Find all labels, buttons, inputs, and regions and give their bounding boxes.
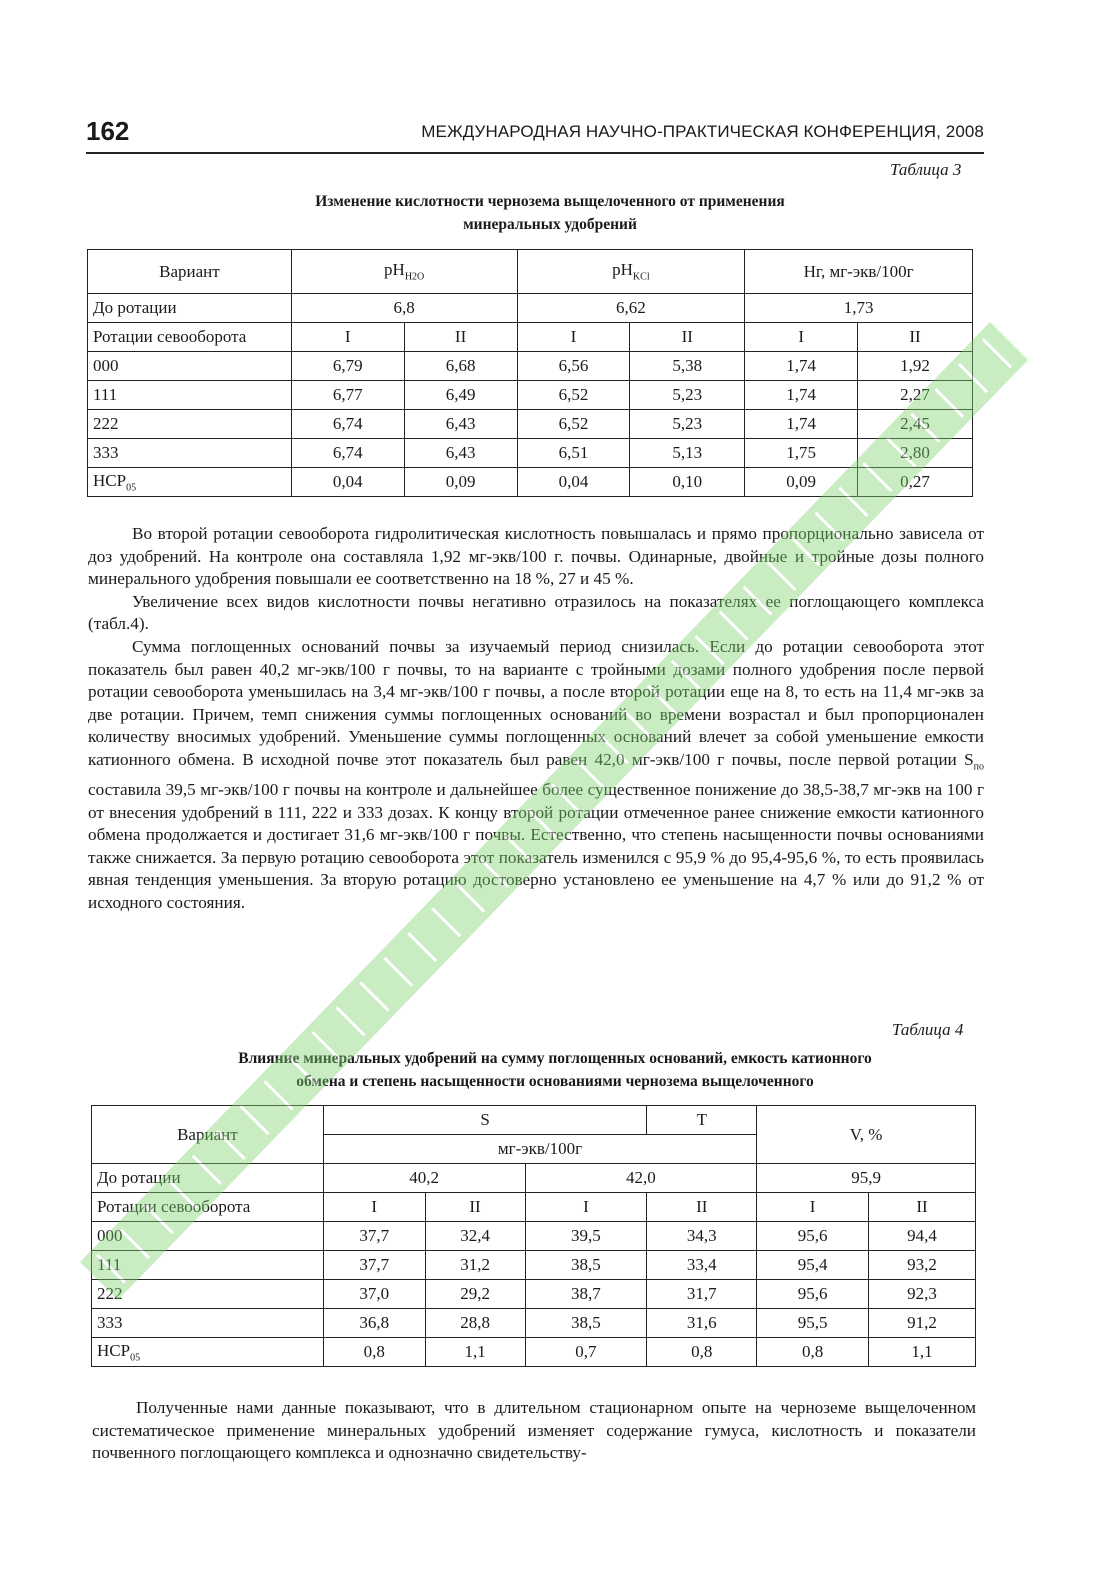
t3-cell: 1,74 — [745, 410, 858, 439]
t4-before-t: 42,0 — [525, 1164, 757, 1193]
t4-cell: 94,4 — [869, 1222, 976, 1251]
page-number: 162 — [86, 116, 130, 146]
t4-rot-i: I — [757, 1193, 869, 1222]
t4-variant: 000 — [92, 1222, 324, 1251]
t4-before-v: 95,9 — [757, 1164, 976, 1193]
table-row — [88, 381, 973, 410]
watermark-stripe — [384, 958, 412, 986]
table3-caption-line2: минеральных удобрений — [463, 216, 637, 233]
table-row — [92, 1164, 976, 1193]
t3-cell: 0,10 — [630, 468, 745, 497]
table-row — [92, 1309, 976, 1338]
t3-before-ph-h2o: 6,8 — [291, 294, 517, 323]
table-row — [88, 410, 973, 439]
t4-cell: 0,8 — [647, 1338, 757, 1367]
t4-cell: 29,2 — [425, 1280, 525, 1309]
t4-cell: 91,2 — [869, 1309, 976, 1338]
t3-rot-ii: II — [404, 323, 517, 352]
t3-header-variant: Вариант — [88, 250, 292, 294]
t4-cell: 28,8 — [425, 1309, 525, 1338]
table4-label: Таблица 4 — [892, 1020, 964, 1039]
t3-rotation-label: Ротации севооборота — [88, 323, 292, 352]
t3-header-hg: Нг, мг-экв/100г — [745, 250, 973, 294]
t4-before-s: 40,2 — [323, 1164, 525, 1193]
t3-cell: 2,27 — [858, 381, 973, 410]
t3-cell: 1,74 — [745, 352, 858, 381]
table-row — [92, 1338, 976, 1367]
t3-rot-i: I — [745, 323, 858, 352]
t4-rot-ii: II — [647, 1193, 757, 1222]
t4-cell: 38,5 — [525, 1309, 647, 1338]
t4-cell: 95,6 — [757, 1222, 869, 1251]
t3-cell: 0,04 — [291, 468, 404, 497]
t3-before-hg: 1,73 — [745, 294, 973, 323]
watermark-stripe — [408, 933, 436, 961]
t3-cell: 1,92 — [858, 352, 973, 381]
table3-label: Таблица 3 — [890, 160, 962, 179]
watermark-stripe — [983, 339, 1011, 367]
t3-cell: 0,09 — [404, 468, 517, 497]
t3-cell: 6,68 — [404, 352, 517, 381]
t3-cell: 6,79 — [291, 352, 404, 381]
t3-variant: 000 — [88, 352, 292, 381]
t4-header-t: T — [647, 1106, 757, 1135]
t3-before-ph-kcl: 6,62 — [517, 294, 745, 323]
table3-caption-line1: Изменение кислотности чернозема выщелоченного от применения — [315, 193, 785, 210]
t4-cell: 0,8 — [757, 1338, 869, 1367]
t4-cell: 34,3 — [647, 1222, 757, 1251]
table4-caption-line1: Влияние минеральных удобрений на сумму поглощенных оснований, емкость катионного — [238, 1050, 872, 1067]
t3-variant: 333 — [88, 439, 292, 468]
t4-header-s: S — [323, 1106, 647, 1135]
t4-cell: 32,4 — [425, 1222, 525, 1251]
t4-rot-i: I — [323, 1193, 425, 1222]
table4 — [91, 1105, 976, 1367]
t4-cell: 31,6 — [647, 1309, 757, 1338]
t3-cell: 6,74 — [291, 410, 404, 439]
t3-rot-i: I — [517, 323, 630, 352]
t3-cell: 0,04 — [517, 468, 630, 497]
table-row — [92, 1280, 976, 1309]
t3-variant: 111 — [88, 381, 292, 410]
t3-cell: 1,75 — [745, 439, 858, 468]
t4-cell: 33,4 — [647, 1251, 757, 1280]
body-text-1 — [88, 523, 984, 915]
table-row — [88, 294, 973, 323]
t3-cell: 6,52 — [517, 410, 630, 439]
t3-cell: 6,74 — [291, 439, 404, 468]
table-row — [92, 1193, 976, 1222]
t4-cell: 1,1 — [869, 1338, 976, 1367]
t3-rot-ii: II — [858, 323, 973, 352]
t4-cell: 37,0 — [323, 1280, 425, 1309]
t4-cell: 93,2 — [869, 1251, 976, 1280]
t4-header-units: мг-экв/100г — [323, 1135, 756, 1164]
t4-variant: 111 — [92, 1251, 324, 1280]
t4-rot-ii: II — [425, 1193, 525, 1222]
t4-rot-i: I — [525, 1193, 647, 1222]
t4-header-v: V, % — [757, 1106, 976, 1164]
t3-cell: 1,74 — [745, 381, 858, 410]
table-row — [88, 352, 973, 381]
t3-cell: 2,45 — [858, 410, 973, 439]
t4-cell: 38,5 — [525, 1251, 647, 1280]
table-row — [92, 1106, 976, 1135]
table4-caption-line2: обмена и степень насыщенности основаниями чернозема выщелоченного — [296, 1073, 814, 1090]
t4-header-variant: Вариант — [92, 1106, 324, 1164]
table-row — [88, 250, 973, 294]
t4-cell: 36,8 — [323, 1309, 425, 1338]
t3-cell: 6,77 — [291, 381, 404, 410]
table3 — [87, 249, 973, 497]
table3-caption — [130, 190, 970, 236]
watermark-stripe — [336, 1007, 364, 1035]
t4-hsr-label: $НСР_{05}$ — [92, 1338, 324, 1367]
t3-rot-i: I — [291, 323, 404, 352]
t4-cell: 39,5 — [525, 1222, 647, 1251]
t4-before-label: До ротации — [92, 1164, 324, 1193]
t4-cell: 1,1 — [425, 1338, 525, 1367]
t3-cell: 6,43 — [404, 439, 517, 468]
t3-cell: 5,13 — [630, 439, 745, 468]
t4-cell: 37,7 — [323, 1251, 425, 1280]
t3-header-ph-h2o: $pH_{H2O}$ — [291, 250, 517, 294]
t3-hsr-label: $НСР_{05}$ — [88, 468, 292, 497]
t4-cell: 95,6 — [757, 1280, 869, 1309]
t3-cell: 5,23 — [630, 410, 745, 439]
t4-rot-ii: II — [869, 1193, 976, 1222]
table4-caption — [120, 1047, 990, 1093]
t3-cell: 0,09 — [745, 468, 858, 497]
table-row — [92, 1251, 976, 1280]
t3-before-label: До ротации — [88, 294, 292, 323]
t4-cell: 37,7 — [323, 1222, 425, 1251]
t3-cell: 6,51 — [517, 439, 630, 468]
t4-cell: 92,3 — [869, 1280, 976, 1309]
table-row — [88, 439, 973, 468]
page-header — [86, 118, 984, 154]
paragraph: Сумма поглощенных оснований почвы за изучаемый период снизилась. Если до ротации севооборота этот показатель был равен 40,2 мг-экв/100 г почвы, то на варианте с тройными дозами полного удобрения после первой ротации севооборота уменьшилась на 3,4 мг-экв/100 г почвы, а после второй ротации еще на 8, то есть на 11,4 мг-экв за две ротации. Причем, темп снижения суммы поглощенных оснований во времени возрастал и был пропорционален количеству вносимых удобрений. Уменьшение суммы поглощенных оснований влечет за собой уменьшение емкости катионного обмена. В исходной почве этот показатель был равен 42,0 мг-экв/100 г почвы, после первой ротации $S_{по}$ составила 39,5 мг-экв/100 г почвы на контроле и дальнейшее более существенное понижение до 38,5-38,7 мг-экв на 100 г от внесения удобрений в 111, 222 и 333 дозах. К концу второй ротации отмеченное ранее снижение емкости катионного обмена продолжается и достигает 31,6 мг-экв/100 г почвы. Естественно, что степень насыщенности почвы основаниями также снижается. За первую ротацию севооборота этот показатель изменился с 95,9 % до 95,4-95,6 %, то есть проявилась явная тенденция уменьшения. За вторую ротацию достоверно установлено ее уменьшение на 4,7 % или до 91,2 % от исходного состояния. — [88, 636, 984, 912]
t3-cell: 6,52 — [517, 381, 630, 410]
table-row — [92, 1222, 976, 1251]
running-title: МЕЖДУНАРОДНАЯ НАУЧНО-ПРАКТИЧЕСКАЯ КОНФЕРЕНЦИЯ, 2008 — [421, 122, 984, 141]
t4-variant: 222 — [92, 1280, 324, 1309]
t3-header-ph-kcl: $pH_{KCl}$ — [517, 250, 745, 294]
body-text-2 — [92, 1397, 976, 1465]
table-row — [88, 468, 973, 497]
table-row — [88, 323, 973, 352]
t3-cell: 6,49 — [404, 381, 517, 410]
t3-cell: 6,43 — [404, 410, 517, 439]
t4-cell: 31,2 — [425, 1251, 525, 1280]
t4-cell: 95,4 — [757, 1251, 869, 1280]
watermark-stripe — [360, 983, 388, 1011]
t3-cell: 2,80 — [858, 439, 973, 468]
t4-variant: 333 — [92, 1309, 324, 1338]
paragraph: Во второй ротации севооборота гидролитическая кислотность повышалась и прямо пропорционально зависела от доз удобрений. На контроле она составляла 1,92 мг-экв/100 г. почвы. Одинарные, двойные и тройные дозы полного минерального удобрения повышали ее соответственно на 18 %, 27 и 45 %. — [88, 524, 984, 589]
t4-cell: 31,7 — [647, 1280, 757, 1309]
t4-rotation-label: Ротации севооборота — [92, 1193, 324, 1222]
t4-cell: 0,7 — [525, 1338, 647, 1367]
t4-cell: 95,5 — [757, 1309, 869, 1338]
t3-variant: 222 — [88, 410, 292, 439]
paragraph: Полученные нами данные показывают, что в длительном стационарном опыте на черноземе выщелоченном систематическое применение минеральных удобрений изменяет содержание гумуса, кислотность и показатели почвенного поглощающего комплекса и однозначно свидетельству- — [92, 1398, 976, 1463]
t3-rot-ii: II — [630, 323, 745, 352]
t3-cell: 0,27 — [858, 468, 973, 497]
t3-cell: 6,56 — [517, 352, 630, 381]
t3-cell: 5,23 — [630, 381, 745, 410]
paragraph: Увеличение всех видов кислотности почвы негативно отразилось на показателях ее поглощающего комплекса (табл.4). — [88, 591, 984, 634]
t4-cell: 38,7 — [525, 1280, 647, 1309]
t4-cell: 0,8 — [323, 1338, 425, 1367]
t3-cell: 5,38 — [630, 352, 745, 381]
